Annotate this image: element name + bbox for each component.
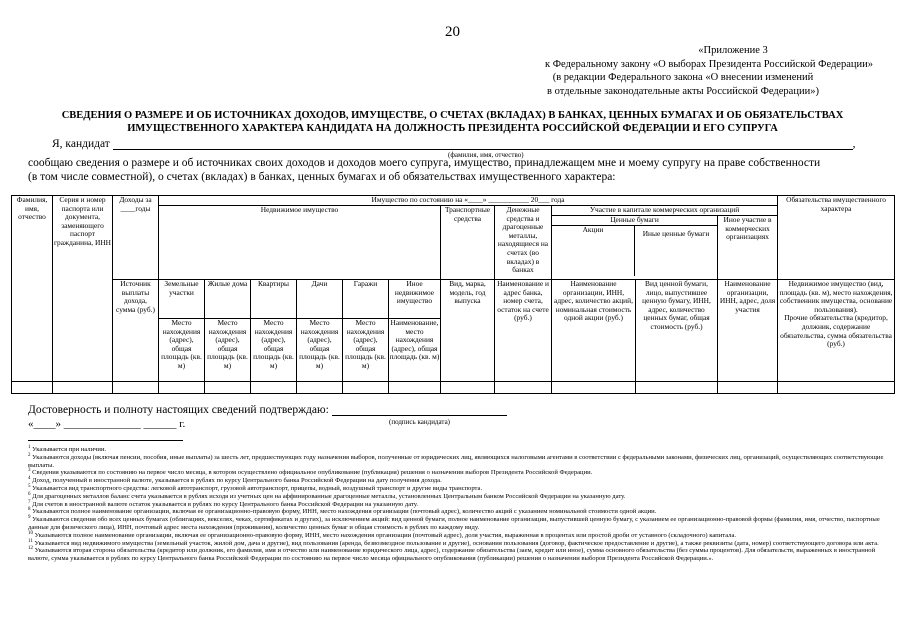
header-income-year: ____годы [120,203,151,213]
header-fio: Фамилия, имя, отчество [12,196,53,382]
col-garage [343,280,389,382]
header-income [113,196,159,280]
footnotes [28,446,892,563]
col-land-label: Земельные участки [159,280,204,319]
footnote-9: $^9$ Указываются сведения обо всех ценных бумагах (облигациях, векселях, чеках, сертификатах и других), за исключением акций: вид ценной бумаги, полное наименование организации, выпустившей ценную бумагу, с указанием ее организационно-правовой формы (фамилия, имя, отчество, паспортные данные для физического лица), ИНН, почтовый адрес места нахождения (проживания), количество ценных бумаг и общая стоимость в рублях по каждому виду. [28,514,880,531]
footnote-text: Указывается вид транспортного средства: легковой автотранспорт, грузовой автотранспорт, прицепы, водный, воздушный транспорт и другие виды транспорта. [32,484,483,492]
header-other-participation: Иное участие в коммерческих организациях [718,216,778,280]
empty-cell[interactable] [53,382,113,394]
col-other-participation: Наименование организации, ИНН, адрес, доля участия [718,280,778,382]
header-passport: Серия и номер паспорта или документа, заменяющего паспорт гражданина, ИНН [53,196,113,382]
intro-text [28,157,888,184]
col-garage-location: Место нахождения (адрес), общая площадь (кв. м) [345,318,386,370]
col-other-realty-location: Наименование, место нахождения (адрес), общая площадь (кв. м) [389,318,440,362]
footnote-text: Указываются доходы (включая пенсии, пособия, иные выплаты) за шесть лет, предшествующих году назначения выборов, полученные от юридических лиц, являющихся налоговыми агентами в соответствии с федеральными законами, физических лиц, организаций, осуществляющих соответствующие выплаты. [28,453,884,469]
empty-cell[interactable] [441,382,495,394]
annex-line-3: (в редакции Федерального закона «О внесении изменений [552,72,814,83]
empty-cell[interactable] [251,382,297,394]
footnote-text: Указываются полное наименование организации, включая ее организационно-правовую форму, ИНН, место нахождения организации (почтовый адрес), доля участия, выраженная в процентах или простой дроби от уставного (складочного) капитала. [34,531,737,539]
header-commerce: Участие в капитале коммерческих организаций [552,206,778,216]
header-property: Имущество по состоянию на «____» ___________ 20___ года [159,196,778,206]
col-land [159,280,205,382]
footnote-text: Доход, полученный в иностранной валюте, указывается в рублях по курсу Центрального банка Российской Федерации на дату получения дохода. [32,477,442,485]
col-garage-label: Гаражи [343,280,388,319]
declaration-table [11,195,895,394]
header-income-label: Доходы за [119,195,152,204]
annex-line-1: «Приложение 3 [698,45,768,56]
header-other-securities: Иные ценные бумаги [642,228,710,238]
empty-cell[interactable] [343,382,389,394]
col-dacha-location: Место нахождения (адрес), общая площадь (кв. м) [299,318,340,370]
header-obligations: Обязательства имущественного характера [778,196,895,280]
footnote-6: $^6$ Для драгоценных металлов баланс счета указывается в рублях исходя из учетных цен на аффинированные драгоценные металлы, установленных Центральным банком Российской Федерации на указанную дату. [28,491,626,500]
footnote-10: $^{10}$ Указываются полное наименование организации, включая ее организационно-правовую форму, ИНН, место нахождения организации (почтовый адрес), доля участия, выраженная в процентах или простой дроби от уставного (складочного) капитала. [28,530,737,539]
header-shares: Акции [552,226,635,276]
date-line: «____» ______________ ______ г. [28,418,186,430]
title-line-2: ИМУЩЕСТВЕННОГО ХАРАКТЕРА КАНДИДАТА НА ДОЛЖНОСТЬ ПРЕЗИДЕНТА РОССИЙСКОЙ ФЕДЕРАЦИИ И ЕГО СУПРУГА [127,122,778,134]
candidate-name-field[interactable] [113,137,853,150]
col-vehicle: Вид, марка, модель, год выпуска [441,280,495,382]
empty-cell[interactable] [636,382,718,394]
candidate-prefix: Я, кандидат [52,138,110,150]
col-house [205,280,251,382]
footnote-divider [28,440,183,441]
header-securities: Ценные бумаги [552,216,717,226]
footnote-text: Для счетов в иностранной валюте остаток указывается в рублях по курсу Центрального банка Российской Федерации на указанную дату. [32,500,419,508]
col-other-securities: Вид ценной бумаги, лицо, выпустившее ценную бумагу, ИНН, адрес, количество ценных бумаг, общая стоимость (руб.) [636,280,718,382]
empty-cell[interactable] [159,382,205,394]
header-realty: Недвижимое имущество [159,206,441,280]
col-obligations-realty: Недвижимое имущество (вид, площадь (кв. м), место нахождения, собственник имущества, основание пользования). [779,279,893,314]
header-securities-group [552,216,718,280]
col-flat-label: Квартиры [251,280,296,319]
col-other-realty-label: Иное недвижимое имущество [389,280,440,319]
empty-cell[interactable] [12,382,53,394]
footnote-11: $^{11}$ Указывается вид недвижимого имущества (земельный участок, жилой дом, дача и другие), вид пользования (аренда, безвозмездное пользование и другие), основания пользования (договор, фактическое предоставление и другие), а также реквизиты (дата, номер) соответствующего договора или акта. [28,538,879,547]
footnote-text: Указывается при наличии. [32,446,107,453]
footnote-text: Указываются сведения обо всех ценных бумагах (облигациях, векселях, чеках, сертификатах и других), за исключением акций: вид ценной бумаги, полное наименование организации, выпустившей ценную бумагу, с указанием ее организационно-правовой формы (фамилия, имя, отчество, паспортные данные для физического лица), ИНН, почтовый адрес места нахождения (проживания), количество ценных бумаг и общая стоимость в рублях по каждому виду. [28,516,880,531]
annex-header [453,44,873,98]
annex-line-2: к Федеральному закону «О выборах Президента Российской Федерации» [545,58,873,70]
col-bank: Наименование и адрес банка, номер счета, остаток на счете (руб.) [495,280,552,382]
empty-cell[interactable] [778,382,895,394]
title-line-1: СВЕДЕНИЯ О РАЗМЕРЕ И ОБ ИСТОЧНИКАХ ДОХОДОВ, ИМУЩЕСТВЕ, О СЧЕТАХ (ВКЛАДАХ) В БАНКАХ, ЦЕННЫХ БУМАГАХ И ОБ ОБЯЗАТЕЛЬСТВАХ [61,110,844,121]
col-flat-location: Место нахождения (адрес), общая площадь (кв. м) [253,318,294,370]
signature-field[interactable] [332,403,507,416]
confirmation-text: Достоверность и полноту настоящих сведений подтверждаю: [28,404,329,416]
empty-cell[interactable] [495,382,552,394]
candidate-line [52,137,882,150]
footnote-2: $^2$ Указываются доходы (включая пенсии, пособия, иные выплаты) за шесть лет, предшествующих году назначения выборов, полученные от юридических лиц, являющихся налоговыми агентами в соответствии с федеральными законами, физических лиц, организаций, осуществляющих соответствующие выплаты. [28,452,884,469]
footnote-text: Сведения указываются по состоянию на первое число месяца, в котором осуществлено официальное опубликование (публикация) решения о назначении выборов Президента Российской Федерации. [32,469,593,477]
confirmation-line [28,403,507,416]
col-land-location: Место нахождения (адрес), общая площадь (кв. м) [161,318,202,370]
document-title [20,110,885,135]
col-other-realty [389,280,441,382]
empty-cell[interactable] [113,382,159,394]
empty-cell[interactable] [552,382,636,394]
col-obligations-other: Прочие обязательства (кредитор, должник, содержание обязательства, сумма обязательства (руб.) [780,313,892,349]
footnote-text: Указываются вторая сторона обязательства (кредитор или должник, его фамилия, имя и отчество или наименование юридического лица, адрес), содержание обязательства (заем, кредит или иное), сумма основного обязательства (без суммы процентов). Для обязательств, выраженных в иностранной валюте, сумма указывается в рублях по курсу Центрального банка Российской Федерации по состоянию на первое число месяца официального опубликования (публикации) решения о назначении выборов Президента Российской Федерации.». [28,547,876,563]
footnote-1: $^1$ Указывается при наличии. [28,444,107,453]
footnote-text: Для драгоценных металлов баланс счета указывается в рублях исходя из учетных цен на аффинированные драгоценные металлы, установленных Центральным банком Российской Федерации на указанную дату. [32,492,626,500]
col-income-source: Источник выплаты дохода, сумма (руб.) [113,280,159,382]
empty-cell[interactable] [297,382,343,394]
empty-cell[interactable] [205,382,251,394]
footnote-7: $^7$ Для счетов в иностранной валюте остаток указывается в рублях по курсу Центрального банка Российской Федерации на указанную дату. [28,499,419,508]
col-dacha-label: Дачи [297,280,342,319]
table-row [12,382,895,394]
footnote-8: $^8$ Указываются полное наименование организации, включая ее организационно-правовую форму, ИНН, место нахождения организации (почтовый адрес), количество акций с указанием номинальной стоимости одной акции. [28,507,657,516]
col-house-location: Место нахождения (адрес), общая площадь (кв. м) [207,318,248,370]
footnote-text: Указывается вид недвижимого имущества (земельный участок, жилой дом, дача и другие), вид пользования (аренда, безвозмездное пользование и другие), основания пользования (договор, фактическое предоставление и другие), а также реквизиты (дата, номер) соответствующего договора или акта. [34,539,879,547]
intro-line-1: сообщаю сведения о размере и об источниках своих доходов и доходов моего супруга, имущество, принадлежащем мне и моему супругу на праве собственности [28,157,821,169]
footnote-12: $^{12}$ Указываются вторая сторона обязательства (кредитор или должник, его фамилия, имя и отчество или наименование юридического лица, адрес), содержание обязательства (заем, кредит или иное), сумма основного обязательства (без суммы процентов). Для обязательств, выраженных в иностранной валюте, сумма указывается в рублях по курсу Центрального банка Российской Федерации по состоянию на первое число месяца официального опубликования (публикации) решения о назначении выборов Президента Российской Федерации.». [28,546,876,563]
header-money: Денежные средства и драгоценные металлы, находящиеся на счетах (во вкладах) в банках [495,206,552,280]
footnote-text: Указываются полное наименование организации, включая ее организационно-правовую форму, ИНН, место нахождения организации (почтовый адрес), количество акций с указанием номинальной стоимости одной акции. [32,508,657,516]
footnote-4: $^4$ Доход, полученный в иностранной валюте, указывается в рублях по курсу Центрального банка Российской Федерации на дату получения дохода. [28,476,442,485]
empty-cell[interactable] [718,382,778,394]
empty-cell[interactable] [389,382,441,394]
col-dacha [297,280,343,382]
col-obligations [778,280,895,382]
signature-caption: (подпись кандидата) [389,418,451,426]
candidate-caption: (фамилия, имя, отчество) [448,151,524,159]
page-number: 20 [445,24,460,40]
header-transport: Транспортные средства [441,206,495,280]
col-shares: Наименование организации, ИНН, адрес, количество акций, номинальная стоимость одной акции (руб.) [552,280,636,382]
col-house-label: Жилые дома [205,280,250,319]
col-flat [251,280,297,382]
footnote-5: $^5$ Указывается вид транспортного средства: легковой автотранспорт, грузовой автотранспорт, прицепы, водный, воздушный транспорт и другие виды транспорта. [28,483,483,492]
footnote-3: $^3$ Сведения указываются по состоянию на первое число месяца, в котором осуществлено официальное опубликование (публикация) решения о назначении выборов Президента Российской Федерации. [28,468,593,477]
candidate-suffix: , [852,138,856,150]
annex-line-4: в отдельные законодательные акты Российской Федерации») [547,85,819,97]
intro-line-2: (в том числе совместной), о счетах (вкладах) в банках, ценных бумагах и об обязательствах имущественного характера: [28,170,616,183]
